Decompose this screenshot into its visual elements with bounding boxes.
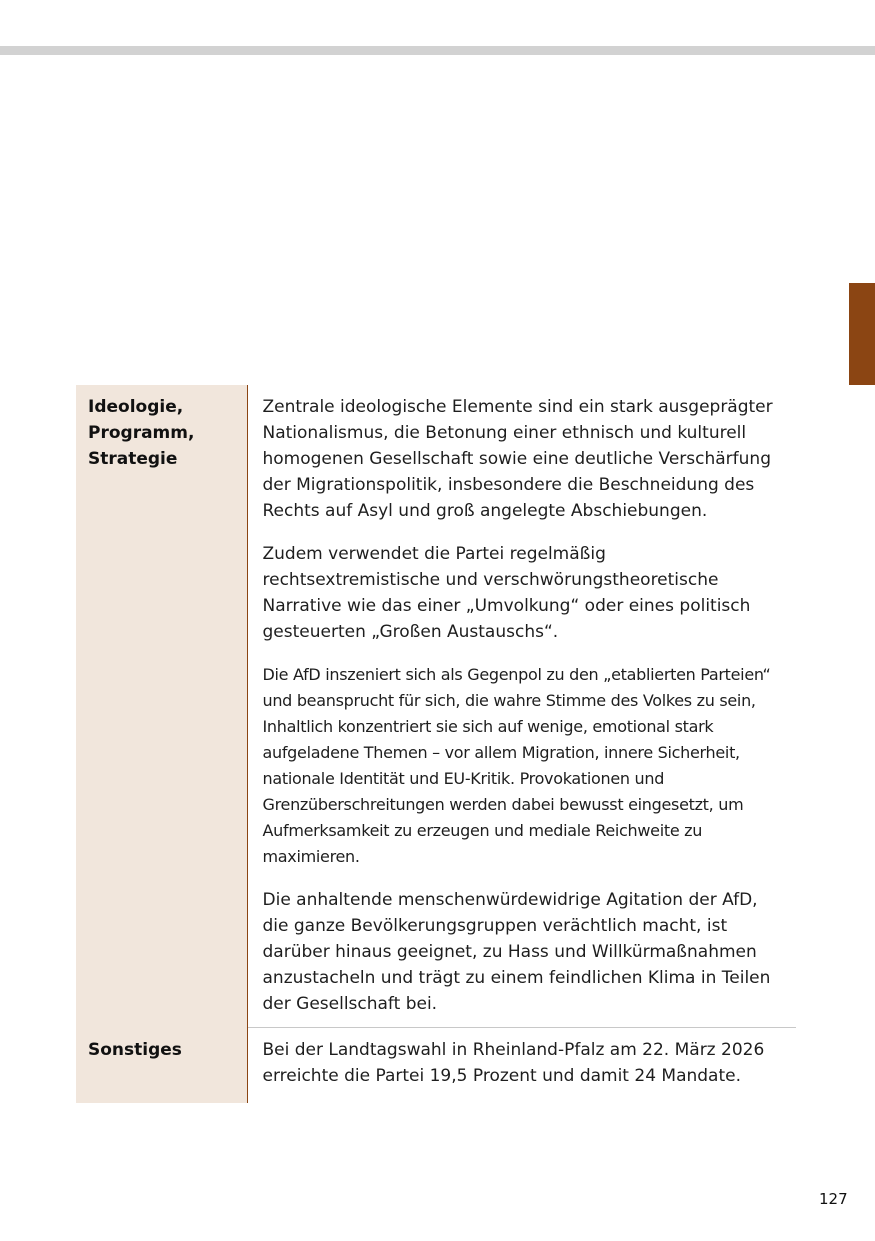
chapter-tab-marker — [849, 283, 875, 385]
paragraph-election-result: Bei der Landtagswahl in Rheinland-Pfalz am 22. März 2026 erreichte die Partei 19,5 Prozent und damit 24 Mandate. — [262, 1040, 765, 1086]
row-label-line: Strategie — [88, 449, 178, 469]
row-label-line: Sonstiges — [88, 1039, 182, 1060]
paragraph-ideological-elements: Zentrale ideologische Elemente sind ein stark ausgeprägter Nationalismus, die Betonung einer ethnisch und kulturell homogenen Gesellschaft sowie eine deutliche Verschärfung der Migrationspolitik, insbesondere die Beschneidung des Rechts auf Asyl und groß angelegte Abschiebungen. — [262, 397, 773, 521]
page-number: 127 — [819, 1190, 848, 1208]
row-label-line: Programm, — [88, 423, 195, 443]
row-content-sonstiges — [247, 1028, 796, 1104]
row-label-line: Ideologie, — [88, 397, 184, 417]
paragraph-narratives: Zudem verwendet die Partei regelmäßig rechtsextremistische und verschwörungstheoretische Narrative wie das einer „Umvolkung“ oder eines politisch gesteuerten „Großen Austauschs“. — [262, 544, 751, 642]
row-label-ideologie — [76, 385, 247, 1028]
table-row-ideologie — [76, 385, 796, 1028]
party-profile-table — [76, 385, 796, 1103]
row-label-sonstiges — [76, 1028, 247, 1104]
paragraph-agitation: Die anhaltende menschenwürdewidrige Agitation der AfD, die ganze Bevölkerungsgruppen verächtlich macht, ist darüber hinaus geeignet, zu Hass und Willkürmaßnahmen anzustacheln und trägt zu einem feindlichen Klima in Teilen der Gesellschaft bei. — [262, 890, 771, 1014]
paragraph-self-staging: Die AfD inszeniert sich als Gegenpol zu den „etablierten Parteien“ und beansprucht für sich, die wahre Stimme des Volkes zu sein, Inhaltlich konzentriert sie sich auf wenige, emotional stark aufgeladene Themen – vor allem Migration, innere Sicherheit, nationale Identität und EU-Kritik. Provokationen und Grenzüberschreitungen werden dabei bewusst eingesetzt, um Aufmerksamkeit zu erzeugen und mediale Reichweite zu maximieren. — [262, 665, 771, 866]
table-row-sonstiges — [76, 1028, 796, 1104]
row-content-ideologie — [247, 385, 796, 1028]
header-rule — [0, 46, 875, 55]
